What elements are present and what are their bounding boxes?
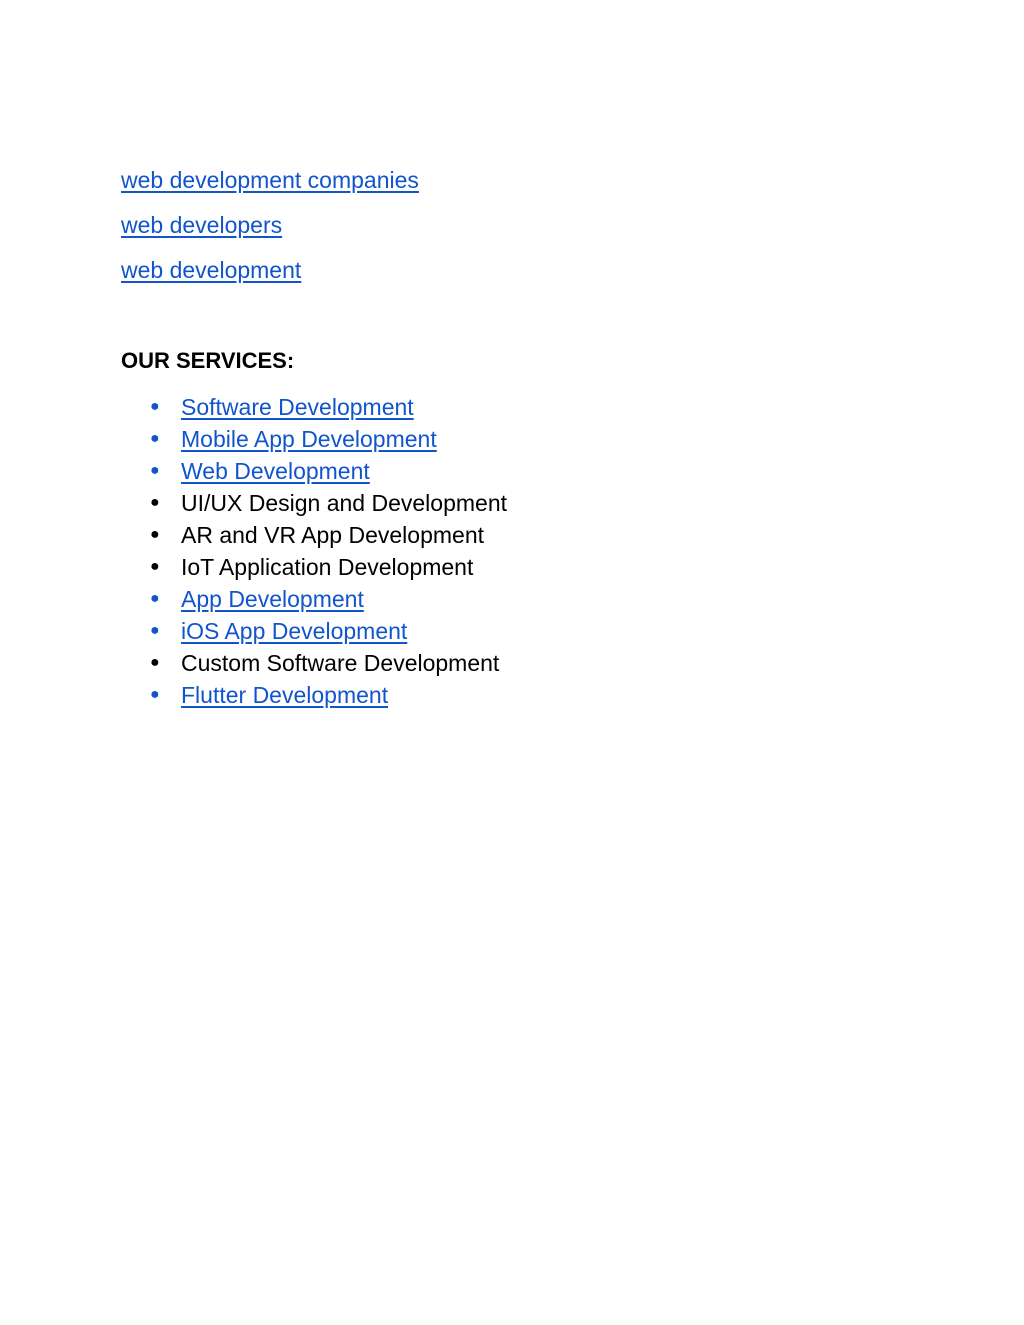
bullet-icon: ● <box>150 590 160 607</box>
service-label: Custom Software Development <box>181 650 500 676</box>
service-link[interactable]: Mobile App Development <box>181 426 437 452</box>
service-label: IoT Application Development <box>181 554 474 580</box>
services-heading: OUR SERVICES: <box>121 348 295 373</box>
bullet-icon: ● <box>150 462 160 479</box>
service-item-software-development[interactable] <box>150 391 507 423</box>
bullet-icon: ● <box>150 654 160 671</box>
services-list <box>150 391 507 711</box>
keyword-links <box>121 165 419 300</box>
bullet-icon: ● <box>150 430 160 447</box>
service-item-app-development[interactable] <box>150 583 507 615</box>
service-item-ar-vr-app-development <box>150 519 507 551</box>
service-link[interactable]: Software Development <box>181 394 414 420</box>
service-item-web-development[interactable] <box>150 455 507 487</box>
service-item-mobile-app-development[interactable] <box>150 423 507 455</box>
service-link[interactable]: iOS App Development <box>181 618 408 644</box>
service-item-flutter-development[interactable] <box>150 679 507 711</box>
service-label: UI/UX Design and Development <box>181 490 507 516</box>
link-web-development[interactable]: web development <box>121 257 302 283</box>
bullet-icon: ● <box>150 494 160 511</box>
service-item-iot-application-development <box>150 551 507 583</box>
bullet-icon: ● <box>150 558 160 575</box>
service-link[interactable]: App Development <box>181 586 364 612</box>
bullet-icon: ● <box>150 622 160 639</box>
link-web-developers[interactable]: web developers <box>121 212 283 238</box>
bullet-icon: ● <box>150 686 160 703</box>
service-item-custom-software-development <box>150 647 507 679</box>
service-label: AR and VR App Development <box>181 522 485 548</box>
service-link[interactable]: Flutter Development <box>181 682 389 708</box>
bullet-icon: ● <box>150 526 160 543</box>
link-web-development-companies[interactable]: web development companies <box>121 167 419 193</box>
service-item-ui-ux-design <box>150 487 507 519</box>
bullet-icon: ● <box>150 398 160 415</box>
service-item-ios-app-development[interactable] <box>150 615 507 647</box>
service-link[interactable]: Web Development <box>181 458 370 484</box>
